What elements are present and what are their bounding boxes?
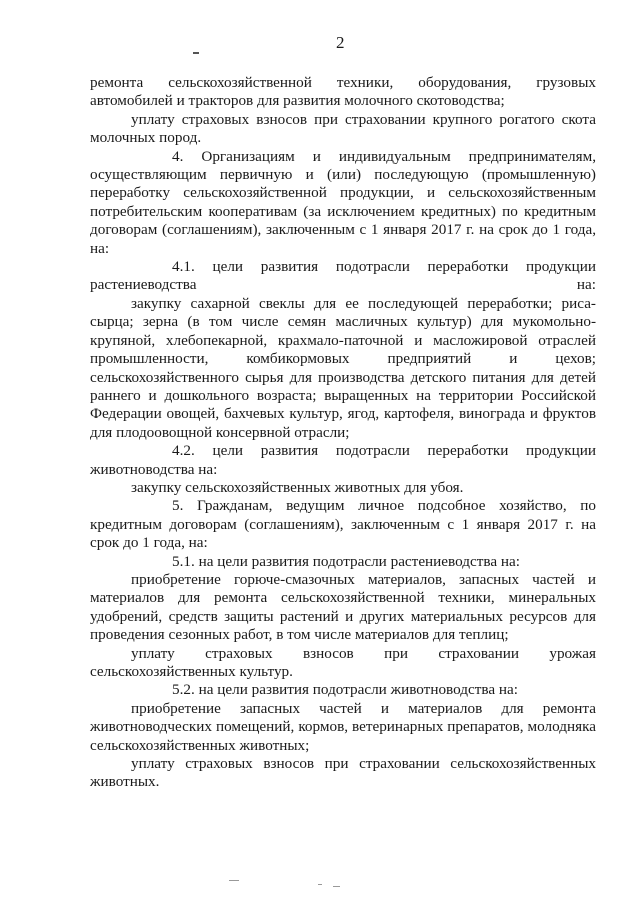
paragraph-text: уплату страховых взносов при страховании сельскохозяйственных животных. (90, 755, 596, 791)
paragraph-text: цели развития подотрасли переработки продукции животноводства на: (90, 442, 597, 478)
paragraph-number: 5.1. (172, 552, 195, 570)
paragraph-text: уплату страховых взносов при страховании урожая сельскохозяйственных культур. (90, 644, 596, 680)
numbered-paragraph-5 (90, 497, 596, 552)
paragraph-number: 5.2. (172, 681, 195, 699)
paragraph-text: на цели развития подотрасли животноводства на: (198, 681, 518, 699)
document-body (90, 74, 596, 792)
numbered-paragraph-4 (90, 148, 596, 258)
paragraph-text: закупку сельскохозяйственных животных для убоя. (131, 478, 464, 496)
paragraph-number: 4. (172, 147, 184, 165)
numbered-paragraph-4-1 (90, 258, 596, 295)
paragraph (90, 295, 596, 442)
paragraph-text: уплату страховых взносов при страховании крупного рогатого скота молочных пород. (90, 110, 596, 147)
paragraph-text: цели развития подотрасли переработки продукции растениеводства на: (90, 258, 597, 294)
paragraph-number: 4.1. (172, 258, 195, 276)
paragraph-number: 4.2. (172, 442, 195, 460)
paragraph (90, 645, 596, 682)
paragraph (90, 571, 596, 645)
numbered-paragraph-4-2 (90, 442, 596, 479)
scan-artifact (318, 884, 322, 885)
paragraph-text: Гражданам, ведущим личное подсобное хозяйство, по кредитным договорам (соглашениям), заключенным с 1 января 2017 г. на срок до 1 года, на: (90, 497, 596, 552)
numbered-paragraph-5-2 (90, 681, 596, 699)
paragraph (90, 700, 596, 755)
paragraph (90, 479, 596, 497)
paragraph-text: ремонта сельскохозяйственной техники, оборудования, грузовых автомобилей и тракторов для развития молочного скотоводства; (90, 74, 596, 110)
paragraph-number: 5. (172, 497, 184, 515)
paragraph-text: приобретение горюче-смазочных материалов, запасных частей и материалов для ремонта сельскохозяйственной техники, минеральных удобрений, средств защиты растений и других материальных ресурсов для проведения сезонных работ, в том числе материалов для теплиц; (90, 570, 596, 644)
page-number: 2 (336, 33, 345, 52)
scan-artifact (193, 52, 199, 54)
paragraph-text: на цели развития подотрасли растениеводства на: (198, 552, 520, 570)
paragraph (90, 755, 596, 792)
paragraph-text: приобретение запасных частей и материалов для ремонта животноводческих помещений, кормов, ветеринарных препаратов, молодняка сельскохозяйственных животных; (90, 699, 596, 754)
paragraph-text: закупку сахарной свеклы для ее последующей переработки; риса-сырца; зерна (в том числе семян масличных культур) для мукомольно-крупяной, хлебопекарной, крахмало-паточной и масложировой отраслей промышленности, комбикормовых предприятий и цехов; сельскохозяйственного сырья для производства детского питания для детей раннего и дошкольного возраста; выращенных на территории Российской Федерации овощей, бахчевых культур, ягод, картофеля, винограда и фруктов для плодоовощной консервной отрасли; (90, 294, 596, 441)
paragraph-text: Организациям и индивидуальным предпринимателям, осуществляющим первичную и (или) последующую (промышленную) переработку сельскохозяйственной продукции, и сельскохозяйственным потребительским кооперативам (за исключением кредитных) по кредитным договорам (соглашениям), заключенным с 1 января 2017 г. на срок до 1 года, на: (90, 147, 596, 257)
paragraph (90, 111, 596, 148)
paragraph-continuation (90, 74, 596, 111)
scan-artifact (229, 880, 239, 881)
scan-artifact (333, 886, 340, 887)
numbered-paragraph-5-1 (90, 553, 596, 571)
